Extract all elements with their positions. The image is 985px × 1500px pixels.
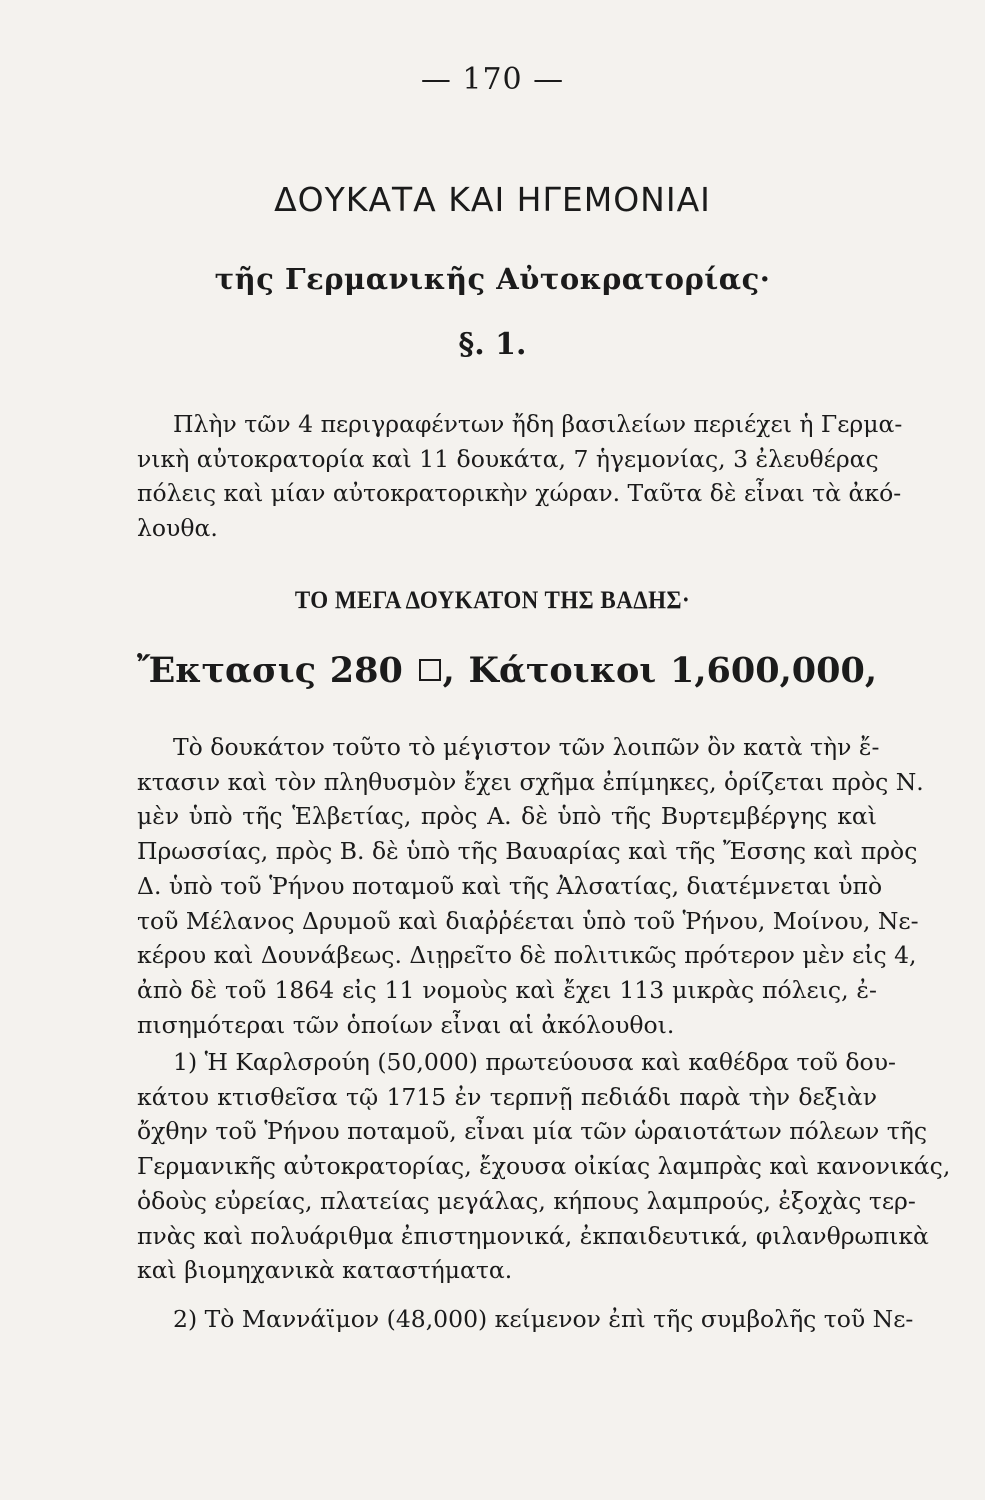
list-item-mannheim (137, 1302, 914, 1337)
text-line: κέρου καὶ Δουνάβεως. Διῃρεῖτο δὲ πολιτικῶς πρότερον μὲν εἰς 4, (137, 941, 917, 970)
text-line: καὶ βιομηχανικὰ καταστήματα. (137, 1256, 513, 1285)
area-label: Ἔκτασις 280 (137, 650, 403, 691)
duchy-statistics (137, 650, 877, 691)
text-line: Δ. ὑπὸ τοῦ Ῥήνου ποταμοῦ καὶ τῆς Ἀλσατίας, διατέμνεται ὑπὸ (137, 871, 883, 900)
text-line: 1) Ἡ Καρλσρούη (50,000) πρωτεύουσα καὶ καθέδρα τοῦ δου- (173, 1048, 896, 1076)
text-line: ὁδοὺς εὐρείας, πλατείας μεγάλας, κήπους λαμπρούς, ἐξοχὰς τερ- (137, 1186, 916, 1215)
text-line: Γερμανικῆς αὐτοκρατορίας, ἔχουσα οἰκίας λαμπρὰς καὶ κανονικάς, (137, 1152, 951, 1181)
text-line: πόλεις καὶ μίαν αὐτοκρατορικὴν χώραν. Ταῦτα δὲ εἶναι τὰ ἀκό- (137, 479, 902, 508)
stats-separator: , (442, 650, 455, 691)
text-line: πνὰς καὶ πολυάριθμα ἐπιστημονικά, ἐκπαιδευτικά, φιλανθρωπικὰ (137, 1221, 929, 1250)
intro-paragraph (137, 407, 903, 546)
text-line: πισημότεραι τῶν ὁποίων εἶναι αἱ ἀκόλουθοι. (137, 1010, 675, 1039)
text-line: λουθα. (137, 514, 218, 543)
square-unit-icon (419, 659, 441, 681)
text-line: νικὴ αὐτοκρατορία καὶ 11 δουκάτα, 7 ἡγεμονίας, 3 ἐλευθέρας (137, 444, 879, 473)
section-number: §. 1. (458, 327, 527, 362)
text-line: κάτου κτισθεῖσα τῷ 1715 ἐν τερπνῇ πεδιάδι παρὰ τὴν δεξιὰν (137, 1082, 877, 1111)
text-line: Πρωσσίας, πρὸς Β. δὲ ὑπὸ τῆς Βαυαρίας καὶ τῆς Ἔσσης καὶ πρὸς (137, 837, 918, 866)
text-line: ὄχθην τοῦ Ῥήνου ποταμοῦ, εἶναι μία τῶν ὡραιοτάτων πόλεων τῆς (137, 1117, 928, 1146)
population-label: Κάτοικοι 1,600,000, (468, 650, 877, 691)
chapter-title: ΔΟΥΚΑΤΑ ΚΑΙ ΗΓΕΜΟΝΙΑΙ (274, 180, 711, 219)
text-line: τοῦ Μέλανος Δρυμοῦ καὶ διαῤῥέεται ὑπὸ τοῦ Ῥήνου, Μοίνου, Νε- (137, 906, 919, 935)
text-line: κτασιν καὶ τὸν πληθυσμὸν ἔχει σχῆμα ἐπίμηκες, ὁρίζεται πρὸς Ν. (137, 767, 924, 796)
text-line: 2) Τὸ Μαννάϊμον (48,000) κείμενον ἐπὶ τῆς συμβολῆς τοῦ Νε- (173, 1305, 914, 1333)
list-item-karlsruhe (137, 1045, 951, 1288)
text-line: Τὸ δουκάτον τοῦτο τὸ μέγιστον τῶν λοιπῶν ὂν κατὰ τὴν ἔ- (173, 733, 880, 761)
body-paragraph (137, 730, 924, 1042)
text-line: μὲν ὑπὸ τῆς Ἑλβετίας, πρὸς Α. δὲ ὑπὸ τῆς Βυρτεμβέργης καὶ (137, 802, 877, 831)
page-number: — 170 — (420, 62, 565, 97)
text-line: ἀπὸ δὲ τοῦ 1864 εἰς 11 νομοὺς καὶ ἔχει 113 μικρὰς πόλεις, ἐ- (137, 975, 877, 1004)
duchy-heading: ΤΟ ΜΕΓΑ ΔΟΥΚΑΤΟΝ ΤΗΣ ΒΑΔΗΣ· (294, 587, 691, 614)
chapter-subtitle: τῆς Γερμανικῆς Αὐτοκρατορίας· (214, 262, 771, 296)
text-line: Πλὴν τῶν 4 περιγραφέντων ἤδη βασιλείων περιέχει ἡ Γερμα- (173, 410, 903, 438)
